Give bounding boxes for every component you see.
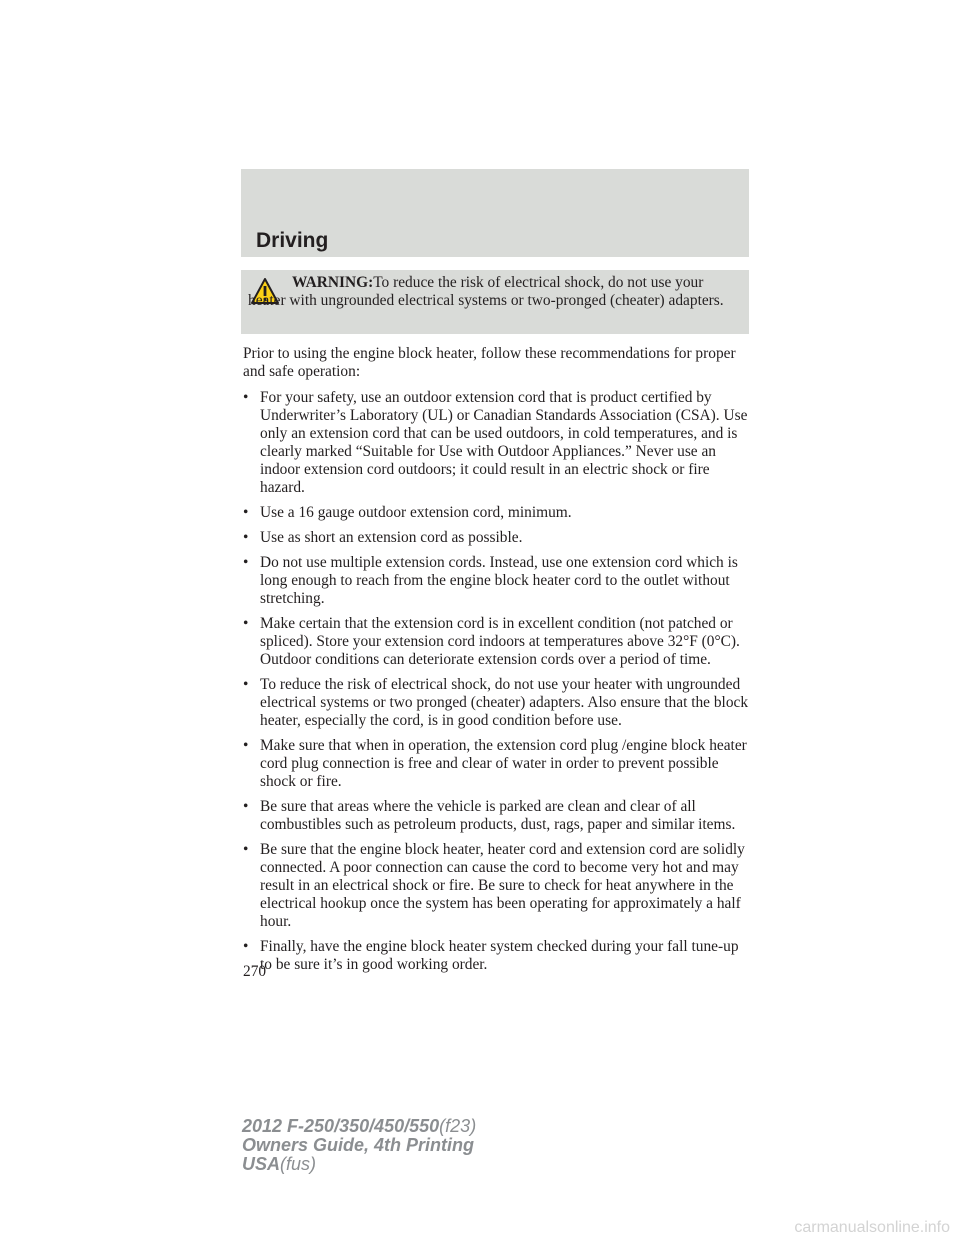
list-item: • To reduce the risk of electrical shock, do not use your heater with ungrounded electrical systems or two pronged (cheater) adapters. Also ensure that the block heater, especially the cord, is in good condition before use. xyxy=(243,676,749,729)
page-number: 270 xyxy=(243,963,267,980)
intro-paragraph: Prior to using the engine block heater, follow these recommendations for proper and safe operation: xyxy=(243,345,736,380)
watermark-link[interactable]: carmanualsonline.info xyxy=(794,1219,950,1236)
list-item: • Use as short an extension cord as possible. xyxy=(243,529,523,546)
bullet-icon: • xyxy=(243,504,249,521)
bullet-icon: • xyxy=(243,554,249,571)
list-item: • Make sure that when in operation, the extension cord plug /engine block heater cord plug connection is free and clear of water in order to prevent possible shock or fire. xyxy=(243,737,747,790)
bullet-icon: • xyxy=(243,798,249,815)
list-item: • Be sure that the engine block heater, heater cord and extension cord are solidly connected. A poor connection can cause the cord to become very hot and may result in an electrical shock or fire. Be sure to check for heat anywhere in the electrical hookup once the system has been operating for approximately a half hour. xyxy=(243,841,745,930)
bullet-icon: • xyxy=(243,676,249,693)
warning-label: WARNING: xyxy=(292,274,374,291)
list-item: • Make certain that the extension cord is in excellent condition (not patched or spliced). Store your extension cord indoors at temperatures above 32°F (0°C). Outdoor conditions can deteriorate extension cords over a period of time. xyxy=(243,615,740,668)
list-item: • Do not use multiple extension cords. Instead, use one extension cord which is long enough to reach from the engine block heater cord to the outlet without stretching. xyxy=(243,554,738,607)
list-item: • Finally, have the engine block heater system checked during your fall tune-up to be sure it’s in good working order. xyxy=(243,938,739,973)
list-item: • For your safety, use an outdoor extension cord that is product certified by Underwriter’s Laboratory (UL) or Canadian Standards Association (CSA). Use only an extension cord that can be used outdoors, in cold temperatures, and is clearly marked “Suitable for Use with Outdoor Appliances.” Never use an indoor extension cord outdoors; it could result in an electric shock or fire hazard. xyxy=(243,389,748,496)
bullet-icon: • xyxy=(243,615,249,632)
bullet-icon: • xyxy=(243,737,249,754)
footer-line-guide: Owners Guide, 4th Printing xyxy=(242,1135,475,1155)
warning-message: To reduce the risk of electrical shock, do not use your heater with ungrounded electrical systems or two-pronged (cheater) adapters. xyxy=(248,274,724,309)
list-item: • Be sure that areas where the vehicle is parked are clean and clear of all combustibles such as petroleum products, dust, rags, paper and similar items. xyxy=(243,798,736,833)
footer-edition-info xyxy=(242,1117,476,1174)
list-item: • Use a 16 gauge outdoor extension cord, minimum. xyxy=(243,504,572,521)
body-content xyxy=(243,345,753,981)
section-header-band xyxy=(241,169,749,257)
footer-line-model: 2012 F-250/350/450/550(f23) xyxy=(242,1116,477,1136)
warning-box xyxy=(241,270,749,334)
recommendation-list xyxy=(243,389,753,974)
bullet-icon: • xyxy=(243,529,249,546)
bullet-icon: • xyxy=(243,389,249,406)
bullet-icon: • xyxy=(243,841,249,858)
section-title: Driving xyxy=(256,229,329,252)
warning-text xyxy=(248,274,744,310)
footer-line-market: USA(fus) xyxy=(242,1154,317,1174)
bullet-icon: • xyxy=(243,938,249,955)
